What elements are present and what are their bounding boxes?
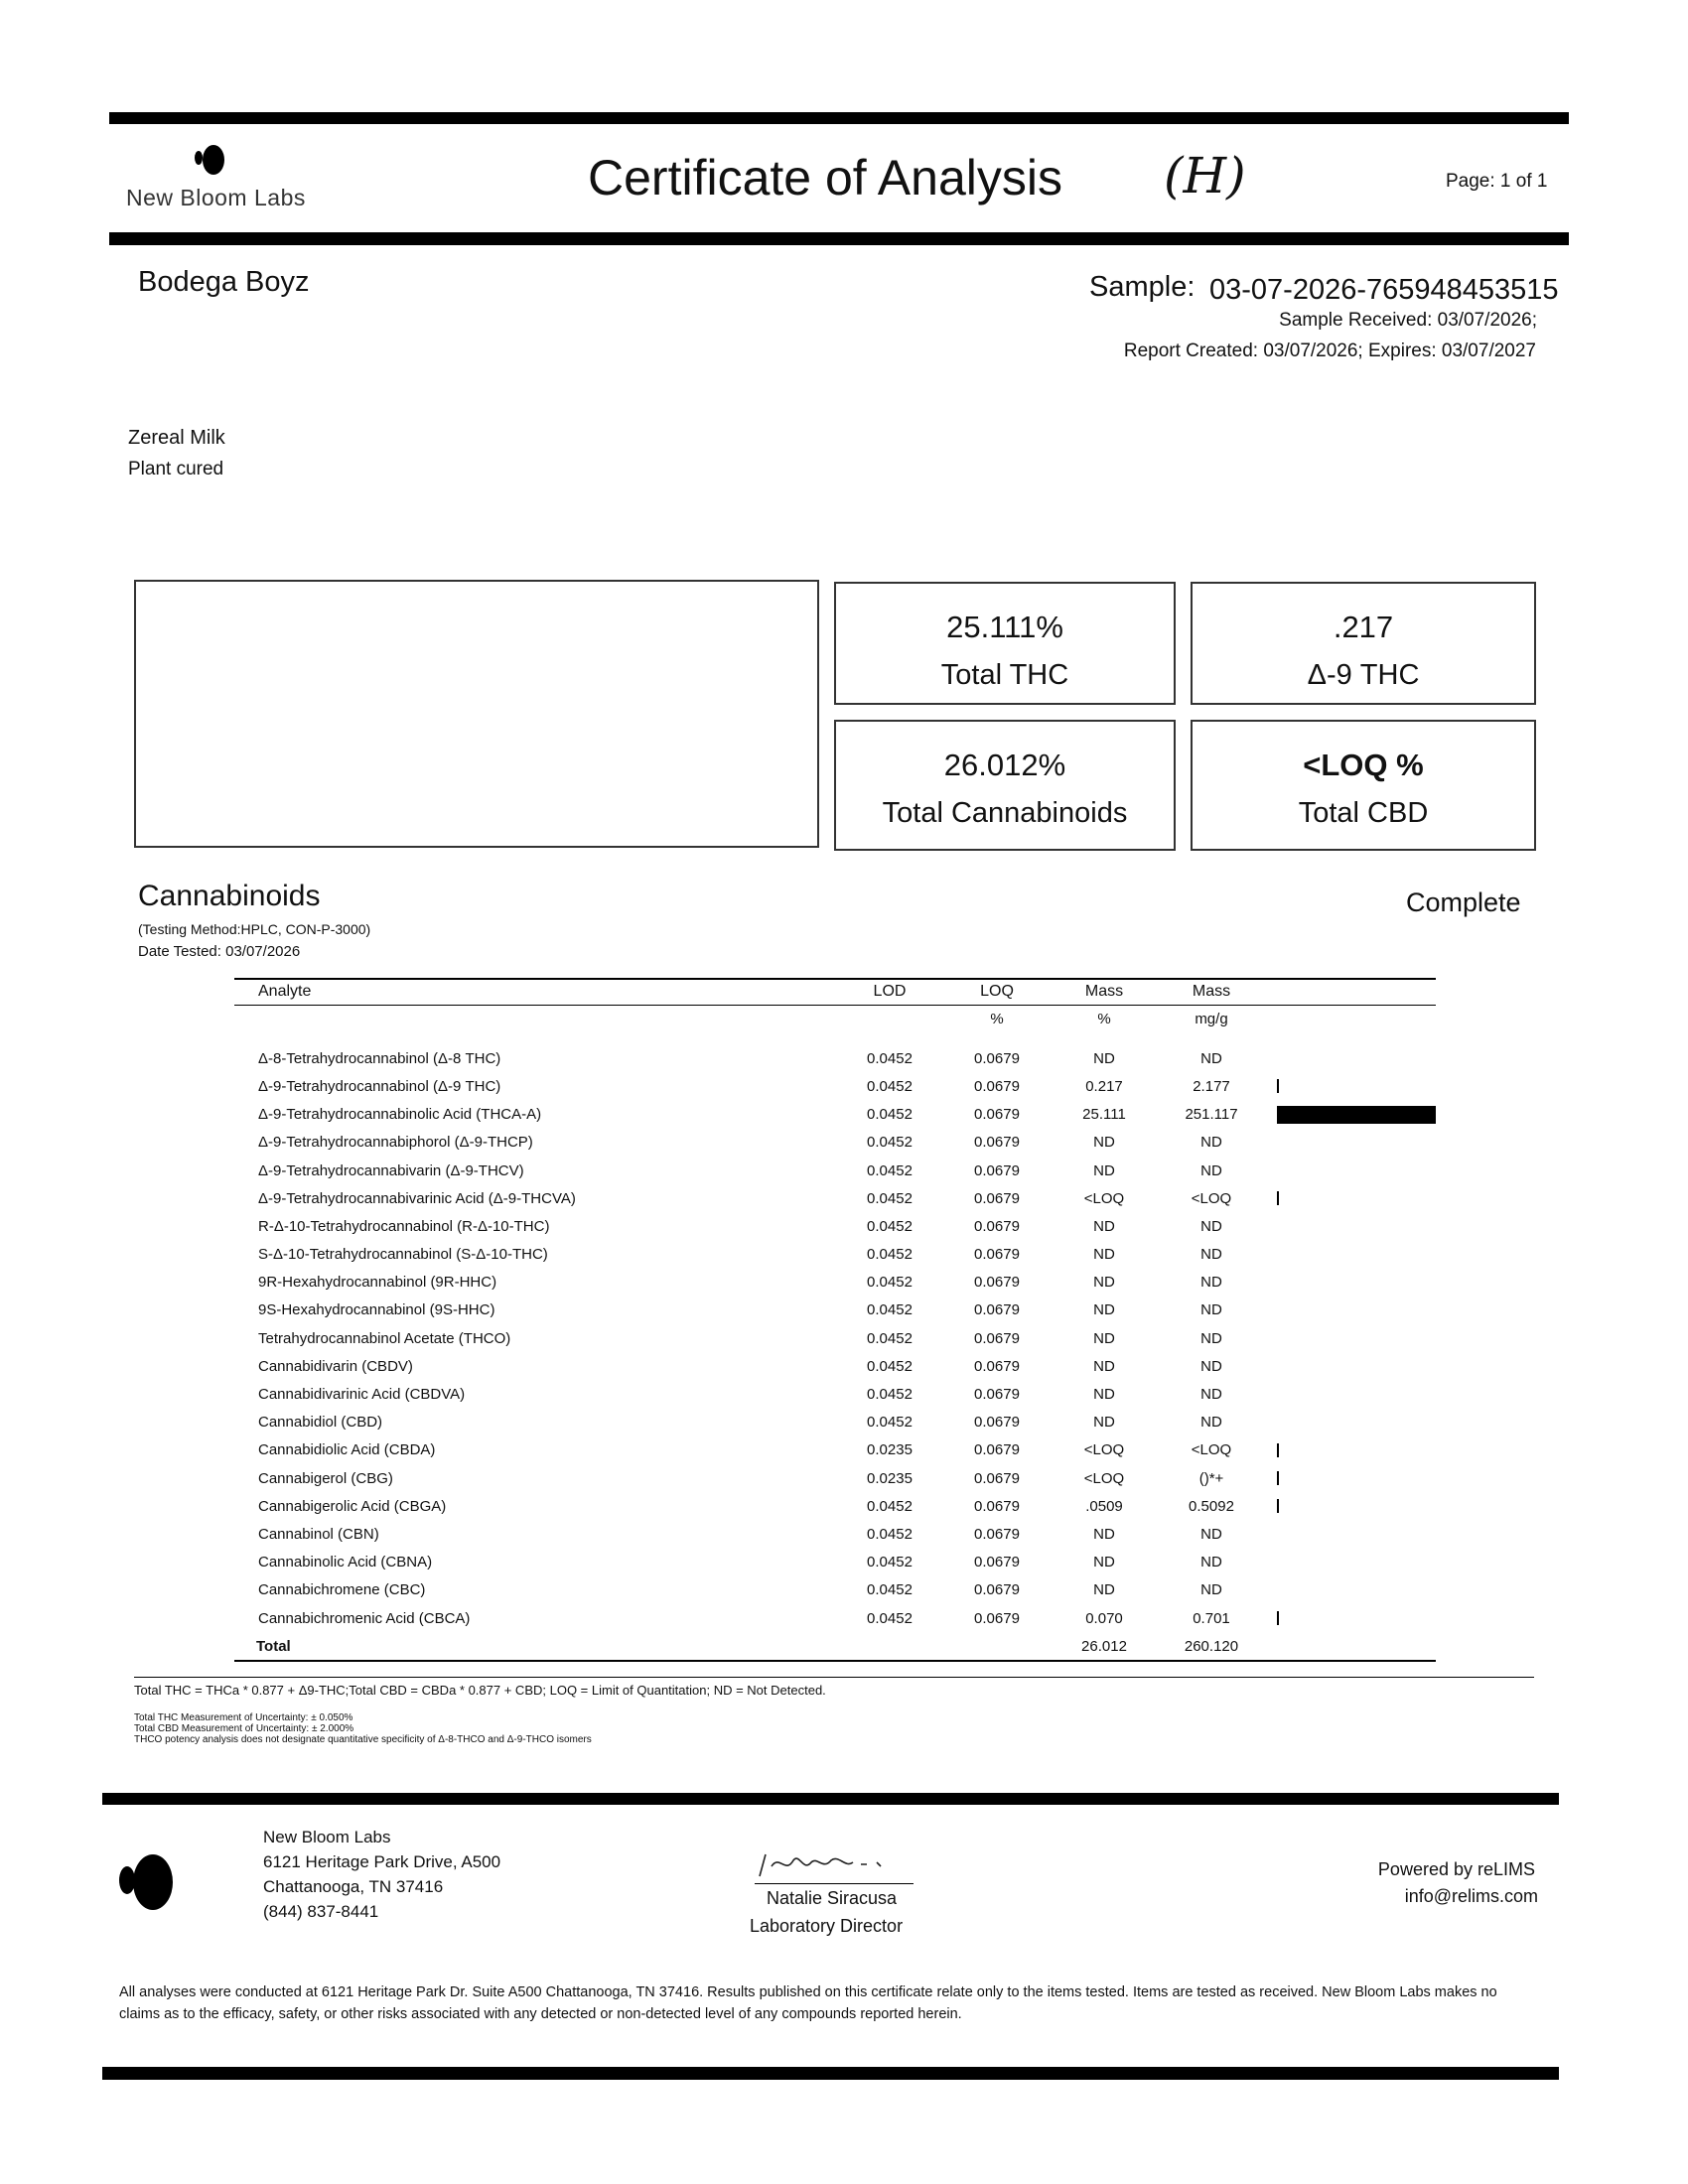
mass-mgg-cell: <LOQ	[1191, 1189, 1232, 1207]
page-number: Page: 1 of 1	[1446, 171, 1548, 192]
loq-cell: 0.0679	[974, 1049, 1020, 1067]
mass-pct-cell: ND	[1093, 1301, 1115, 1319]
loq-cell: 0.0679	[974, 1497, 1020, 1515]
lod-cell: 0.0452	[867, 1581, 913, 1599]
lod-cell: 0.0452	[867, 1274, 913, 1292]
analyte-cell: Cannabidiolic Acid (CBDA)	[258, 1441, 436, 1459]
analyte-cell: Cannabichromenic Acid (CBCA)	[258, 1609, 471, 1627]
uncertainty-thc: Total THC Measurement of Uncertainty: ± 0.050%	[134, 1712, 353, 1723]
result-bar-cell	[1265, 1604, 1436, 1632]
mass-mgg-cell: ND	[1200, 1246, 1222, 1264]
result-bar-cell	[1265, 1184, 1436, 1212]
table-row	[234, 1072, 1436, 1100]
cannabinoids-table	[234, 979, 1436, 1660]
loq-cell: 0.0679	[974, 1414, 1020, 1432]
total-mgg: 260.120	[1184, 1637, 1239, 1655]
lod-cell: 0.0235	[867, 1469, 913, 1487]
notes-rule	[134, 1677, 1534, 1678]
analyte-cell: Δ-9-Tetrahydrocannabinolic Acid (THCA-A)	[258, 1106, 542, 1124]
header-rule	[109, 232, 1569, 245]
mass-pct-cell: ND	[1093, 1554, 1115, 1571]
mass-pct-cell: ND	[1093, 1386, 1115, 1404]
mass-mgg-cell: ND	[1200, 1134, 1222, 1152]
loq-cell: 0.0679	[974, 1525, 1020, 1543]
mass-pct-cell: ND	[1093, 1274, 1115, 1292]
loq-cell: 0.0679	[974, 1274, 1020, 1292]
mass-pct-cell: 0.070	[1085, 1609, 1123, 1627]
total-thc-box	[834, 582, 1176, 705]
table-row	[234, 1380, 1436, 1408]
lod-cell: 0.0452	[867, 1049, 913, 1067]
mass-pct-cell: ND	[1093, 1049, 1115, 1067]
footer-logo-icon	[117, 1854, 175, 1914]
signer-name: Natalie Siracusa	[767, 1888, 898, 1908]
loq-cell: 0.0679	[974, 1246, 1020, 1264]
sample-received: Sample Received: 03/07/2026;	[1279, 310, 1537, 331]
table-row	[234, 1101, 1436, 1129]
analyte-cell: Cannabigerol (CBG)	[258, 1469, 393, 1487]
handwritten-mark: (H)	[1164, 147, 1246, 205]
analyte-cell: 9R-Hexahydrocannabinol (9R-HHC)	[258, 1274, 497, 1292]
analyte-cell: Δ-9-Tetrahydrocannabivarin (Δ-9-THCV)	[258, 1161, 524, 1179]
analyte-cell: Cannabidivarin (CBDV)	[258, 1357, 413, 1375]
total-thc-label: Total THC	[940, 659, 1069, 691]
total-thc-value: 25.111%	[946, 610, 1063, 644]
table-header-row	[234, 979, 1436, 1005]
testing-method: (Testing Method:HPLC, CON-P-3000)	[138, 921, 371, 937]
analyte-cell: 9S-Hexahydrocannabinol (9S-HHC)	[258, 1301, 495, 1319]
table-row	[234, 1297, 1436, 1324]
footer-rule	[102, 1793, 1559, 1805]
lod-cell: 0.0452	[867, 1525, 913, 1543]
result-bar-cell	[1265, 1129, 1436, 1157]
product-type: Plant cured	[128, 459, 224, 479]
sample-id: 03-07-2026-765948453515	[1209, 274, 1559, 306]
mass-mgg-cell: ()*+	[1198, 1469, 1224, 1487]
mass-pct-cell: ND	[1093, 1246, 1115, 1264]
section-title: Cannabinoids	[138, 880, 321, 912]
analyte-cell: Cannabinolic Acid (CBNA)	[258, 1554, 433, 1571]
mass-mgg-cell: ND	[1200, 1554, 1222, 1571]
client-name: Bodega Boyz	[138, 266, 310, 298]
result-bar-cell	[1265, 1352, 1436, 1380]
total-cbd-value: <LOQ %	[1303, 748, 1424, 782]
signer-title: Laboratory Director	[750, 1916, 904, 1936]
lod-cell: 0.0452	[867, 1609, 913, 1627]
report-dates: Report Created: 03/07/2026; Expires: 03/07/2027	[1123, 341, 1536, 361]
mass-mgg-cell: ND	[1200, 1581, 1222, 1599]
table-row	[234, 1464, 1436, 1492]
mass-mgg-cell: 251.117	[1185, 1106, 1238, 1124]
unit-mass-mgg: mg/g	[1195, 1010, 1228, 1027]
analyte-cell: Δ-9-Tetrahydrocannabiphorol (Δ-9-THCP)	[258, 1134, 533, 1152]
page-title: Certificate of Analysis	[588, 150, 1062, 205]
result-bar	[1277, 1079, 1279, 1093]
table-row	[234, 1409, 1436, 1436]
result-bar-cell	[1265, 1044, 1436, 1072]
lod-cell: 0.0452	[867, 1386, 913, 1404]
signature-line	[755, 1883, 914, 1884]
mass-pct-cell: ND	[1093, 1217, 1115, 1235]
mass-mgg-cell: ND	[1200, 1274, 1222, 1292]
d9-thc-label: Δ-9 THC	[1307, 659, 1420, 691]
lod-cell: 0.0452	[867, 1301, 913, 1319]
lod-cell: 0.0452	[867, 1134, 913, 1152]
total-cbd-label: Total CBD	[1298, 797, 1429, 829]
unit-mass-pct: %	[1097, 1010, 1111, 1027]
date-tested: Date Tested: 03/07/2026	[138, 943, 301, 960]
loq-cell: 0.0679	[974, 1554, 1020, 1571]
analyte-cell: Cannabigerolic Acid (CBGA)	[258, 1497, 447, 1515]
mass-pct-cell: <LOQ	[1083, 1189, 1125, 1207]
unit-loq: %	[990, 1010, 1004, 1027]
total-cannabinoids-label: Total Cannabinoids	[882, 797, 1128, 829]
total-cannabinoids-box	[834, 720, 1176, 851]
thco-note: THCO potency analysis does not designate quantitative specificity of Δ-8-THCO and Δ-9-THCO isomers	[134, 1734, 592, 1745]
result-bar-cell	[1265, 1380, 1436, 1408]
table-row	[234, 1184, 1436, 1212]
product-name: Zereal Milk	[128, 427, 225, 449]
analyte-cell: Tetrahydrocannabinol Acetate (THCO)	[258, 1329, 511, 1347]
mass-mgg-cell: ND	[1200, 1301, 1222, 1319]
result-bar-cell	[1265, 1212, 1436, 1240]
col-loq: LOQ	[980, 983, 1014, 1000]
mass-pct-cell: ND	[1093, 1414, 1115, 1432]
lod-cell: 0.0452	[867, 1497, 913, 1515]
col-analyte: Analyte	[258, 983, 312, 1000]
result-bar	[1277, 1443, 1279, 1457]
loq-cell: 0.0679	[974, 1329, 1020, 1347]
analyte-cell: Cannabinol (CBN)	[258, 1525, 379, 1543]
table-row	[234, 1520, 1436, 1548]
mass-mgg-cell: ND	[1200, 1329, 1222, 1347]
header-lab-name: New Bloom Labs	[126, 185, 306, 210]
table-row	[234, 1212, 1436, 1240]
mass-pct-cell: ND	[1093, 1357, 1115, 1375]
lod-cell: 0.0452	[867, 1106, 913, 1124]
disclaimer: All analyses were conducted at 6121 Heritage Park Dr. Suite A500 Chattanooga, TN 37416. Results published on this certificate relate only to the items tested. Items are tested as received. New Bloom Labs makes no claims as to the efficacy, safety, or other risks associated with any detected or non-detected level of any compounds reported herein.	[119, 1984, 1497, 2022]
mass-pct-cell: .0509	[1085, 1497, 1123, 1515]
lod-cell: 0.0452	[867, 1189, 913, 1207]
mass-mgg-cell: ND	[1200, 1357, 1222, 1375]
result-bar	[1277, 1499, 1279, 1513]
loq-cell: 0.0679	[974, 1106, 1020, 1124]
unit-lod	[836, 1005, 943, 1032]
analyte-cell: Cannabichromene (CBC)	[258, 1581, 426, 1599]
total-pct: 26.012	[1081, 1637, 1127, 1655]
result-bar-cell	[1265, 1520, 1436, 1548]
table-row	[234, 1604, 1436, 1632]
loq-cell: 0.0679	[974, 1469, 1020, 1487]
footer-phone: (844) 837-8441	[263, 1902, 379, 1921]
table-row	[234, 1044, 1436, 1072]
mass-pct-cell: 0.217	[1085, 1077, 1123, 1095]
contact-email: info@relims.com	[1404, 1886, 1538, 1906]
loq-cell: 0.0679	[974, 1581, 1020, 1599]
mass-pct-cell: ND	[1093, 1134, 1115, 1152]
col-lod: LOD	[873, 983, 907, 1000]
top-rule	[109, 112, 1569, 124]
mass-mgg-cell: ND	[1200, 1049, 1222, 1067]
powered-by: Powered by reLIMS	[1377, 1859, 1535, 1879]
result-bar-cell	[1265, 1492, 1436, 1520]
loq-cell: 0.0679	[974, 1386, 1020, 1404]
mass-mgg-cell: ND	[1200, 1386, 1222, 1404]
table-row	[234, 1241, 1436, 1269]
formula-note: Total THC = THCa * 0.877 + Δ9-THC;Total CBD = CBDa * 0.877 + CBD; LOQ = Limit of Quantitation; ND = Not Detected.	[134, 1683, 826, 1698]
result-bar-cell	[1265, 1072, 1436, 1100]
mass-pct-cell: <LOQ	[1083, 1469, 1125, 1487]
total-label: Total	[256, 1637, 291, 1655]
loq-cell: 0.0679	[974, 1301, 1020, 1319]
mass-mgg-cell: ND	[1200, 1217, 1222, 1235]
loq-cell: 0.0679	[974, 1609, 1020, 1627]
analyte-cell: Cannabidiol (CBD)	[258, 1414, 383, 1432]
lod-cell: 0.0452	[867, 1161, 913, 1179]
analyte-cell: Δ-9-Tetrahydrocannabivarinic Acid (Δ-9-THCVA)	[258, 1189, 576, 1207]
table-row	[234, 1324, 1436, 1352]
mass-pct-cell: ND	[1093, 1161, 1115, 1179]
mass-pct-cell: ND	[1093, 1329, 1115, 1347]
lod-cell: 0.0452	[867, 1246, 913, 1264]
loq-cell: 0.0679	[974, 1357, 1020, 1375]
table-row	[234, 1436, 1436, 1464]
sample-label: Sample:	[1089, 271, 1196, 303]
mass-pct-cell: ND	[1093, 1525, 1115, 1543]
table-bottom-rule	[234, 1660, 1436, 1662]
table-row	[234, 1549, 1436, 1576]
d9-thc-box	[1191, 582, 1536, 705]
mass-pct-cell: 25.111	[1082, 1106, 1126, 1124]
table-row	[234, 1269, 1436, 1297]
result-bar	[1277, 1191, 1279, 1205]
result-bar	[1277, 1106, 1436, 1124]
result-bar-cell	[1265, 1269, 1436, 1297]
total-cannabinoids-value: 26.012%	[943, 748, 1066, 782]
mass-mgg-cell: ND	[1200, 1525, 1222, 1543]
table-row	[234, 1492, 1436, 1520]
col-mass-mgg: Mass	[1192, 983, 1231, 1000]
uncertainty-cbd: Total CBD Measurement of Uncertainty: ± 2.000%	[134, 1723, 354, 1734]
lod-cell: 0.0235	[867, 1441, 913, 1459]
lod-cell: 0.0452	[867, 1329, 913, 1347]
lod-cell: 0.0452	[867, 1357, 913, 1375]
table-units-row	[234, 1005, 1436, 1032]
d9-thc-value: .217	[1333, 610, 1394, 644]
result-bar-cell	[1265, 1576, 1436, 1604]
analyte-cell: R-Δ-10-Tetrahydrocannabinol (R-Δ-10-THC)	[258, 1217, 550, 1235]
sample-image-frame	[134, 580, 819, 848]
bottom-rule	[102, 2067, 1559, 2080]
mass-pct-cell: <LOQ	[1083, 1441, 1125, 1459]
mass-mgg-cell: ND	[1200, 1414, 1222, 1432]
director-signature	[750, 1848, 899, 1882]
mass-mgg-cell: 0.5092	[1189, 1497, 1234, 1515]
analyte-cell: Δ-9-Tetrahydrocannabinol (Δ-9 THC)	[258, 1077, 501, 1095]
analysis-status: Complete	[1406, 887, 1521, 917]
loq-cell: 0.0679	[974, 1189, 1020, 1207]
table-row	[234, 1576, 1436, 1604]
total-cbd-box	[1191, 720, 1536, 851]
lab-logo-icon	[195, 145, 228, 179]
loq-cell: 0.0679	[974, 1217, 1020, 1235]
loq-cell: 0.0679	[974, 1441, 1020, 1459]
result-bar-cell	[1265, 1241, 1436, 1269]
lod-cell: 0.0452	[867, 1217, 913, 1235]
result-bar-cell	[1265, 1549, 1436, 1576]
table-row	[234, 1157, 1436, 1184]
result-bar-cell	[1265, 1297, 1436, 1324]
lod-cell: 0.0452	[867, 1414, 913, 1432]
mass-mgg-cell: <LOQ	[1191, 1441, 1232, 1459]
table-row	[234, 1129, 1436, 1157]
result-bar-cell	[1265, 1436, 1436, 1464]
total-row	[234, 1632, 1436, 1660]
footer-lab-name: New Bloom Labs	[263, 1828, 391, 1846]
analyte-cell: S-Δ-10-Tetrahydrocannabinol (S-Δ-10-THC)	[258, 1246, 548, 1264]
loq-cell: 0.0679	[974, 1161, 1020, 1179]
result-bar	[1277, 1611, 1279, 1625]
loq-cell: 0.0679	[974, 1077, 1020, 1095]
mass-mgg-cell: ND	[1200, 1161, 1222, 1179]
analyte-cell: Δ-8-Tetrahydrocannabinol (Δ-8 THC)	[258, 1049, 501, 1067]
result-bar	[1277, 1471, 1279, 1485]
result-bar-cell	[1265, 1464, 1436, 1492]
result-bar-cell	[1265, 1409, 1436, 1436]
lod-cell: 0.0452	[867, 1554, 913, 1571]
result-bar-cell	[1265, 1324, 1436, 1352]
col-mass-pct: Mass	[1084, 983, 1124, 1000]
loq-cell: 0.0679	[974, 1134, 1020, 1152]
footer-address2: Chattanooga, TN 37416	[263, 1877, 444, 1896]
mass-pct-cell: ND	[1093, 1581, 1115, 1599]
mass-mgg-cell: 2.177	[1193, 1077, 1230, 1095]
result-bar-cell	[1265, 1157, 1436, 1184]
table-row	[234, 1352, 1436, 1380]
footer-address1: 6121 Heritage Park Drive, A500	[263, 1852, 501, 1871]
mass-mgg-cell: 0.701	[1193, 1609, 1230, 1627]
lod-cell: 0.0452	[867, 1077, 913, 1095]
analyte-cell: Cannabidivarinic Acid (CBDVA)	[258, 1386, 466, 1404]
result-bar-cell	[1265, 1101, 1436, 1129]
